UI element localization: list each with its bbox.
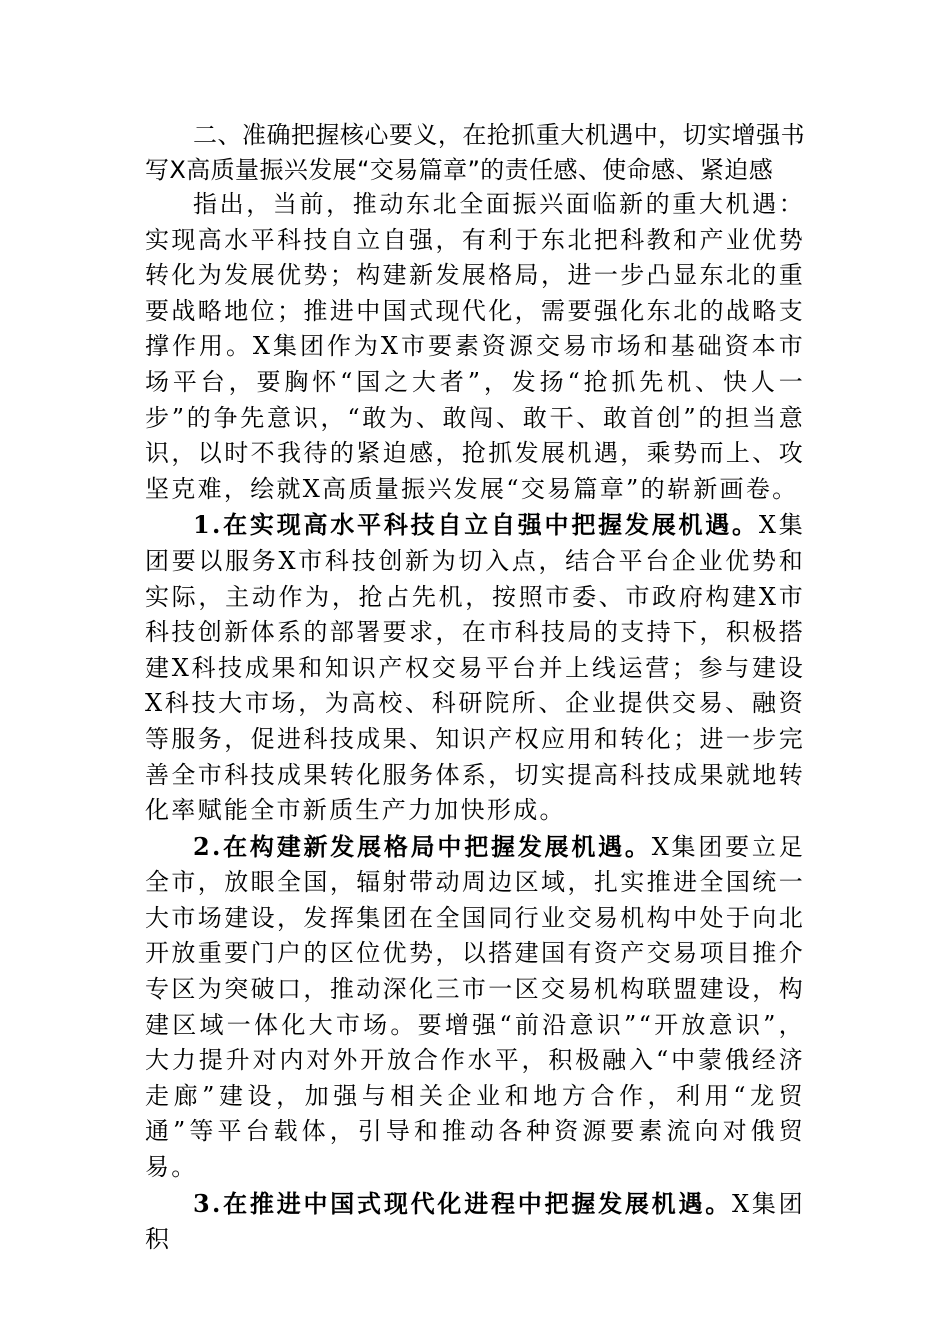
item-3-lead: 3.在推进中国式现代化进程中把握发展机遇。 — [193, 1188, 733, 1218]
item-2-paragraph — [145, 829, 805, 1186]
document-body — [145, 118, 805, 1258]
intro-paragraph: 指出，当前，推动东北全面振兴面临新的重大机遇：实现高水平科技自立自强，有利于东北把科教和产业优势转化为发展优势；构建新发展格局，进一步凸显东北的重要战略地位；推进中国式现代化，需要强化东北的战略支撑作用。X集团作为X市要素资源交易市场和基础资本市场平台，要胸怀“国之大者”，发扬“抢抓先机、快人一步”的争先意识，“敢为、敢闯、敢干、敢首创”的担当意识，以时不我待的紧迫感，抢抓发展机遇，乘势而上、攻坚克难，绘就X高质量振兴发展“交易篇章”的崭新画卷。 — [145, 190, 805, 503]
item-3-paragraph — [145, 1186, 805, 1258]
item-2-body: X集团要立足全市，放眼全国，辐射带动周边区域，扎实推进全国统一大市场建设，发挥集团在全国同行业交易机构中处于向北开放重要门户的区位优势，以搭建国有资产交易项目推介专区为突破口，推动深化三市一区交易机构联盟建设，构建区域一体化大市场。要增强“前沿意识”“开放意识”，大力提升对内对外开放合作水平，积极融入“中蒙俄经济走廊”建设，加强与相关企业和地方合作，利用“龙贸通”等平台载体，引导和推动各种资源要素流向对俄贸易。 — [145, 832, 805, 1182]
item-2-lead: 2.在构建新发展格局中把握发展机遇。 — [193, 831, 652, 861]
item-1-lead: 1.在实现高水平科技自立自强中把握发展机遇。 — [193, 510, 759, 540]
item-1-paragraph — [145, 507, 805, 828]
item-3-body: X集团积 — [145, 1189, 805, 1254]
section-heading: 二、准确把握核心要义，在抢抓重大机遇中，切实增强书写X高质量振兴发展“交易篇章”的责任感、使命感、紧迫感 — [145, 121, 805, 184]
item-1-body: X集团要以服务X市科技创新为切入点，结合平台企业优势和实际，主动作为，抢占先机，按照市委、市政府构建X市科技创新体系的部署要求，在市科技局的支持下，积极搭建X科技成果和知识产权交易平台并上线运营；参与建设X科技大市场，为高校、科研院所、企业提供交易、融资等服务，促进科技成果、知识产权应用和转化；进一步完善全市科技成果转化服务体系，切实提高科技成果就地转化率赋能全市新质生产力加快形成。 — [145, 511, 805, 825]
